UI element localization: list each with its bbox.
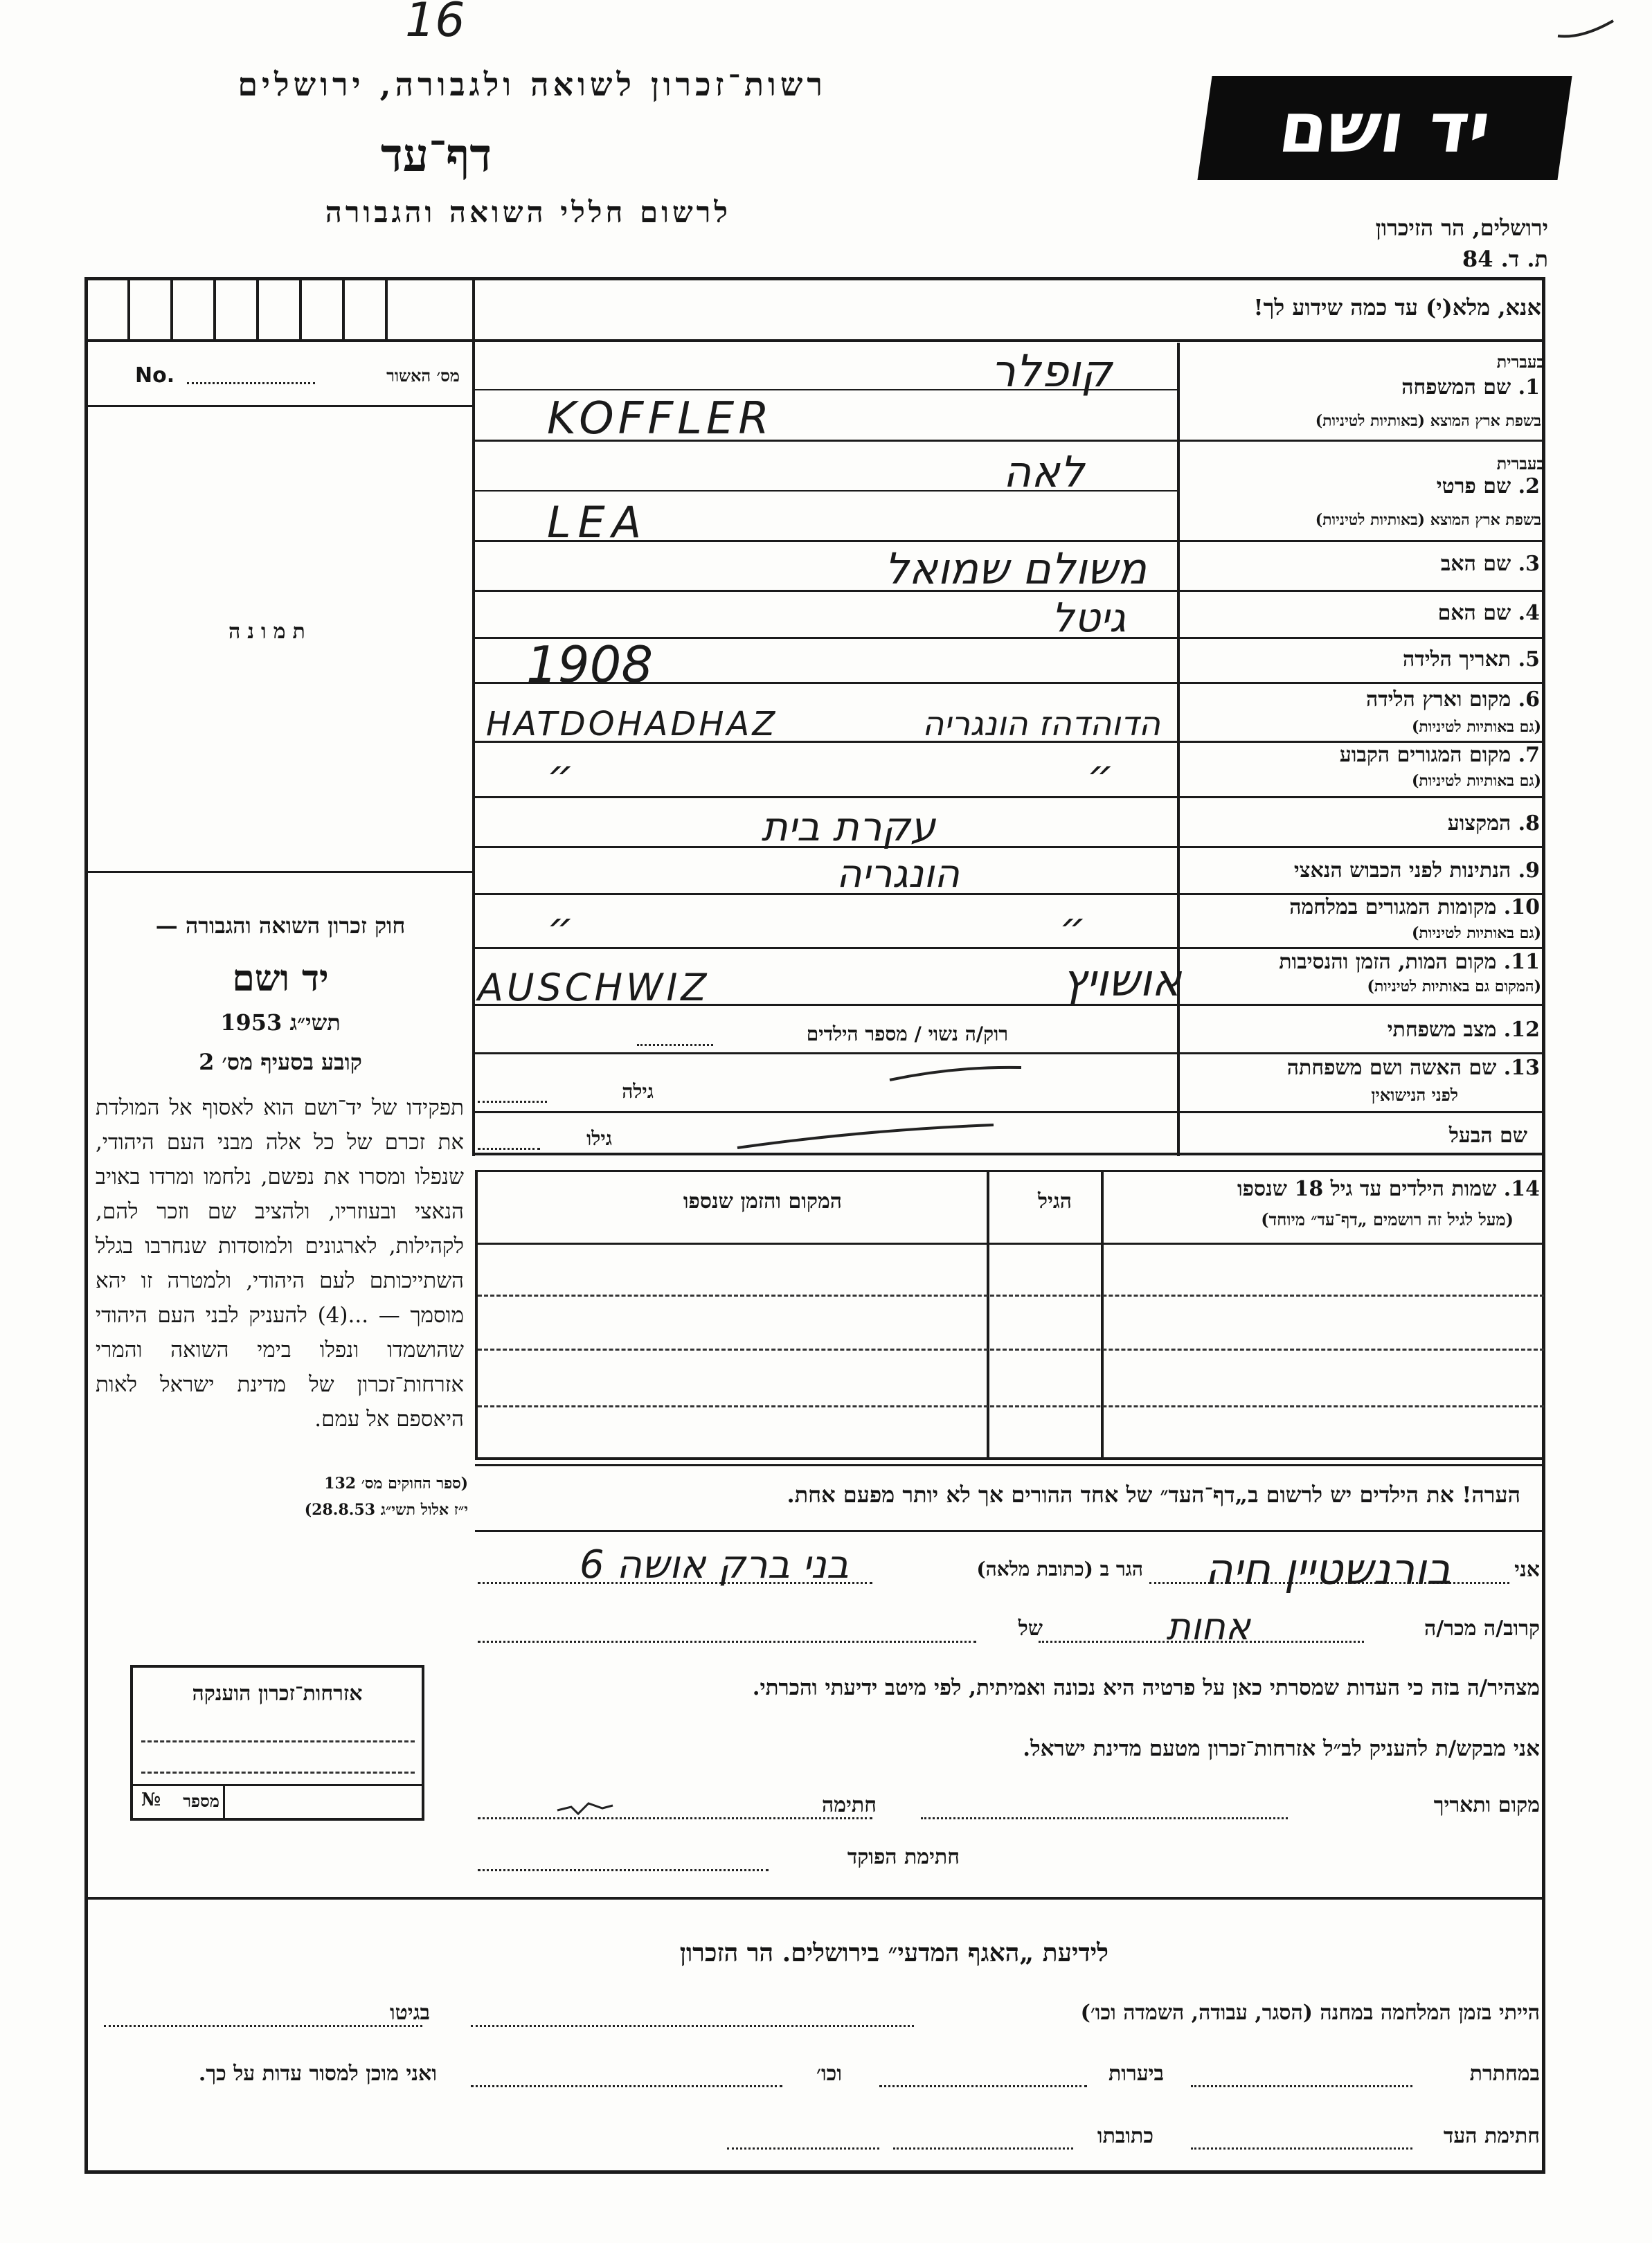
yad-vashem-logo [1197, 76, 1572, 180]
f4-label: 4. שם האם [1437, 601, 1540, 625]
authority-title: רשות־זכרון לשואה ולגבורה, ירושלים [237, 66, 827, 103]
f11-sub: (המקום גם באותיות לטיניות) [1367, 978, 1541, 996]
f8-label: 8. המקצוע [1447, 811, 1540, 836]
science-title: לידיעת „האגף המדעי״ בירושלים. הר הזכרון [679, 1938, 1108, 1967]
memorial-citizenship-box [130, 1665, 424, 1821]
f3-label: 3. שם האב [1440, 552, 1540, 576]
f7-latin: (גם באותיות לטיניות) [1411, 772, 1541, 790]
f13-label: 13. שם האשה ושם משפחתה [1286, 1056, 1540, 1080]
law-text: תפקידו של יד־ושם הוא לאסוף אל המולדת את זכרם של כל אלה מבני העם היהודי, שנפלו ומסרו את נפשם, נלחמו ומרדו באויב הנאצי ובעוזריו, ולהציב שם וזכר להם, לקהילות, לארגונים ולמוסדות שנחרבו בגלל השתייכותם לעם היהודי, ולמטרה זו יהא מוסמך — ...(4) להעניק לבני העם היהודי שהושמדו ונפלו בימי השואה והמרי אזרחות־זכרון של מדינת ישראל לאות היאספם אל עמם. [96, 1095, 464, 1432]
f2-hebrew: בעברית [1496, 453, 1545, 474]
po-box: ת. ד. 84 [1462, 246, 1548, 272]
decl-signature: חתימה [822, 1793, 877, 1817]
decl-place-date: מקום ותאריך [1433, 1793, 1540, 1817]
first-name-hebrew-value: לאה [1003, 447, 1084, 497]
col-age-header: הגיל [1037, 1189, 1072, 1214]
war-residence-ditto-1: ״ [547, 903, 574, 952]
stamp-box-no: № [141, 1790, 161, 1810]
science-etc: וכו׳ [816, 2062, 842, 2086]
f9-label: 9. הנתינות לפני הכבוש הנאצי [1293, 858, 1540, 883]
law-ref-1: (ספר החוקים מס׳ 132 [324, 1475, 468, 1493]
f6-latin: (גם באותיות לטיניות) [1411, 718, 1541, 736]
form-title: דף־עד [380, 128, 492, 182]
science-underground: במחתרת [1469, 2062, 1540, 2086]
approval-label: מס׳ האשור [386, 366, 460, 386]
residence-ditto-1: ״ [547, 751, 574, 800]
nationality-value: הונגריה [836, 852, 960, 897]
decl-resides: הגר ב (כתובת מלאה) [976, 1558, 1143, 1580]
address: ירושלים, הר הזיכרון [1375, 215, 1548, 241]
approval-cells [84, 277, 472, 339]
residence-ditto-2: ״ [1087, 751, 1114, 800]
law-title: חוק זכרון השואה והגבורה — [155, 912, 406, 939]
law-ref-2: י״ז אלול תשי״ג 28.8.53) [304, 1501, 468, 1519]
law-name: יד ושם [232, 957, 329, 1000]
declarant-name-value: בורנשטיין חיה [1205, 1544, 1451, 1594]
f12-label: 12. מצב משפחתי [1387, 1018, 1540, 1042]
science-address: כתובתו [1097, 2124, 1153, 2148]
mother-name-value: גיטל [1051, 594, 1126, 641]
f2-latin: בשפת ארץ המוצא (באותיות לטיניות) [1315, 511, 1541, 529]
science-ghetto: בגיטו [389, 2001, 430, 2025]
logo-text: יד ושם [1274, 87, 1496, 168]
family-status-options: רוק/ה נשוי / מספר הילדים [806, 1023, 1008, 1045]
birth-place-latin-value: HATDOHADHAZ [486, 705, 778, 744]
father-name-value: משולם שמואל [884, 543, 1147, 594]
science-forests: ביערות [1108, 2062, 1164, 2086]
photo-label: תמונה [228, 620, 312, 644]
note-text: הערה! את הילדים יש לרשום ב„דף־העד״ של אחד ההורים אך לא יותר מפעם אחת. [787, 1481, 1520, 1508]
f1-label: 1. שם המשפחה [1401, 375, 1540, 399]
decl-of: של [1018, 1616, 1043, 1641]
f13-sub: לפני הנישואין [1371, 1085, 1458, 1105]
f10-latin: (גם באותיות לטיניות) [1411, 924, 1541, 942]
death-place-latin-value: AUSCHWIZ [478, 966, 710, 1009]
wife-age-label: גילה [622, 1080, 654, 1103]
signature-scribble [554, 1793, 616, 1821]
decl-officer-signature: חתימת הפוקד [847, 1845, 960, 1869]
birth-place-hebrew-value: הדוהדהז הונגריה [922, 705, 1160, 744]
science-camp: הייתי בזמן המלחמה במחנה (הסגר, עבודה, השמדה וכו׳) [1080, 2001, 1540, 2025]
stamp-box-number: מספר [183, 1791, 219, 1811]
surname-latin-value: KOFFLER [547, 393, 773, 444]
f10-label: 10. מקומות המגורים במלחמה [1289, 895, 1540, 919]
birth-date-value: 1908 [526, 636, 654, 694]
husband-age-label: גילו [586, 1127, 612, 1150]
f2-label: 2. שם פרטי [1436, 474, 1540, 498]
f5-label: 5. תאריך הלידה [1403, 647, 1540, 672]
handwritten-dash-1 [886, 1059, 1025, 1087]
decl-statement: מצהיר/ה בזה כי העדות שמסרתי כאן על פרטיה היא נכונה ואמיתית, לפי מיטב ידיעתי והכרתי. [752, 1675, 1540, 1700]
appeal-text: אנא, מלא(י) עד כמה שידוע לך! [1253, 294, 1541, 321]
first-name-latin-value: LEA [547, 497, 649, 548]
declarant-address-value: בני ברק אושה 6 [579, 1542, 849, 1587]
science-witness-signature: חתימת העד [1443, 2124, 1540, 2148]
f14-label: 14. שמות הילדים עד גיל 18 שנספו [1237, 1177, 1540, 1201]
law-year: תשי״ג 1953 [220, 1009, 341, 1036]
decl-relation-label: קרוב/ה מכר/ה [1424, 1616, 1540, 1641]
decl-request: אני מבקש/ת להעניק לב״ל אזרחות־זכרון מטעם מדינת ישראל. [1023, 1736, 1540, 1761]
death-place-hebrew-value: אושויץ [1062, 955, 1181, 1007]
science-ready: ואני מוכן למסור עדות על כך. [198, 2062, 437, 2086]
col-place-header: המקום והזמן שנספו [683, 1189, 842, 1214]
f6-label: 6. מקום וארץ הלידה [1365, 687, 1540, 712]
form-purpose: לרשום חללי השואה והגבורה [325, 195, 731, 229]
handwritten-dash-2 [734, 1122, 997, 1156]
check-mark-icon [1554, 15, 1617, 43]
f1-latin: בשפת ארץ המוצא (באותיות לטיניות) [1315, 412, 1541, 430]
occupation-value: עקרת בית [761, 803, 935, 850]
surname-hebrew-value: קופלר [990, 346, 1112, 397]
war-residence-ditto-2: ״ [1059, 903, 1086, 952]
decl-i: אני [1514, 1558, 1540, 1582]
law-clause: קובע בסעיף מס׳ 2 [199, 1049, 362, 1075]
f11-label: 11. מקום המות, הזמן והנסיבות [1279, 950, 1540, 974]
page-number: 16 [405, 0, 465, 48]
f14-sub: (מעל לגיל זה רושמים „דף־עד״ מיוחד) [1261, 1209, 1514, 1229]
husband-label: שם הבעל [1448, 1124, 1527, 1148]
stamp-box-title: אזרחות־זכרון הוענקה [192, 1682, 363, 1706]
relation-value: אחות [1166, 1605, 1250, 1648]
approval-no-label: No. [135, 363, 175, 388]
f7-label: 7. מקום המגורים הקבוע [1339, 743, 1540, 767]
f1-hebrew: בעברית [1496, 352, 1545, 372]
